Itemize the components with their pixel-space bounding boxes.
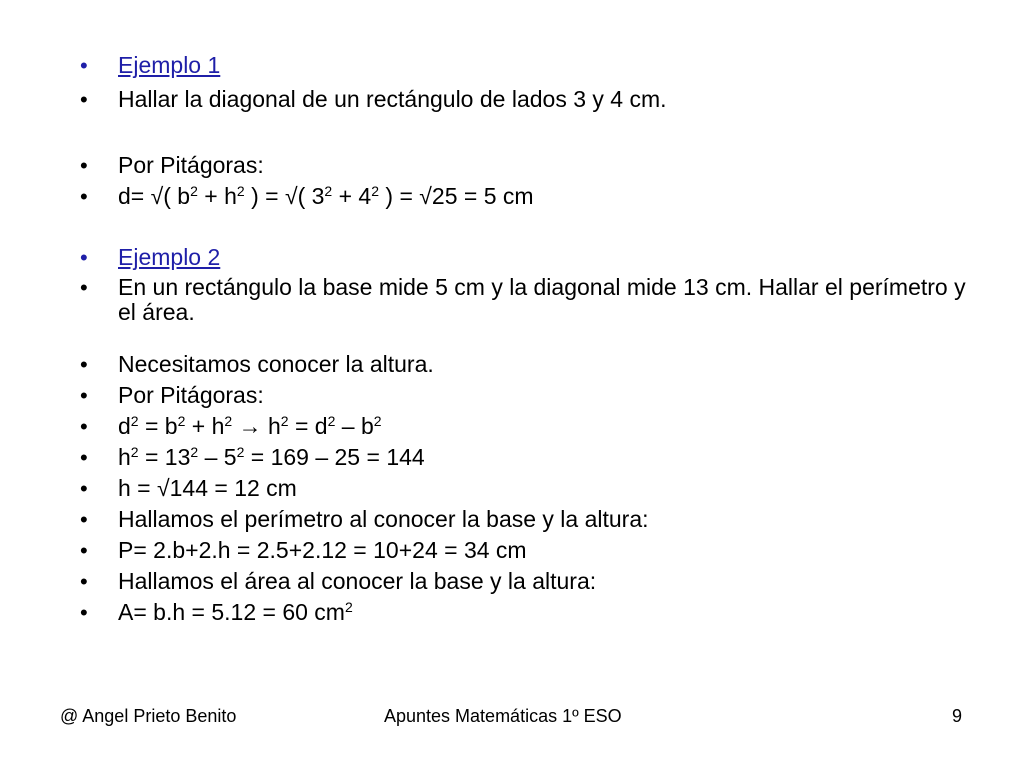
- example1-heading: Ejemplo 1: [118, 52, 221, 78]
- footer-page-number: 9: [952, 706, 963, 726]
- example2-area: A= b.h = 5.12 = 60 $cm^2$: [118, 599, 353, 625]
- example2-heading-item: [78, 244, 978, 271]
- footer-course: Apuntes Matemáticas 1º ESO: [384, 706, 622, 726]
- example2-perimeter: P= 2.b+2.h = 2.5+2.12 = 10+24 = 34 cm: [118, 537, 527, 563]
- bullet-dot: •: [80, 87, 88, 112]
- bullet-dot: •: [80, 184, 88, 209]
- bullet-dot: •: [80, 53, 88, 78]
- footer-author: @ Angel Prieto Benito: [60, 706, 237, 726]
- bullet-dot: •: [80, 445, 88, 470]
- bullet-dot: •: [80, 352, 88, 377]
- example2-h-value: h = √144 = 12 cm: [118, 475, 297, 501]
- example1-pythagoras-item: [78, 152, 978, 179]
- example2-area-intro-item: [78, 568, 978, 595]
- example2-relation-item: [78, 413, 978, 440]
- bullet-dot: •: [80, 153, 88, 178]
- example2-statement-item: [78, 275, 978, 325]
- example2-pythagoras-item: [78, 382, 978, 409]
- example2-h-squared-item: [78, 444, 978, 471]
- example2-need-height: Necesitamos conocer la altura.: [118, 351, 434, 377]
- example1-formula-item: [78, 183, 978, 210]
- example2-relation: $d^2 = b^2 + h^2 \to h^2 = d^2 - b^2$: [118, 413, 382, 439]
- bullet-dot: •: [80, 600, 88, 625]
- example1-formula: d= √( $b^2 + h^2$ ) = √( $3^2 + 4^2$ ) = √25 = 5 cm: [118, 183, 534, 209]
- example2-heading: Ejemplo 2: [118, 244, 221, 270]
- bullet-dot: •: [80, 476, 88, 501]
- bullet-dot: •: [80, 569, 88, 594]
- example1-statement-item: [78, 86, 978, 113]
- example2-pythagoras: Por Pitágoras:: [118, 382, 264, 408]
- example2-perimeter-item: [78, 537, 978, 564]
- bullet-dot: •: [80, 383, 88, 408]
- bullet-dot: •: [80, 414, 88, 439]
- example2-need-height-item: [78, 351, 978, 378]
- footer: [0, 706, 1024, 730]
- example2-area-intro: Hallamos el área al conocer la base y la altura:: [118, 568, 597, 594]
- bullet-list: [78, 52, 978, 626]
- bullet-dot: •: [80, 538, 88, 563]
- bullet-dot: •: [80, 275, 88, 300]
- example1-heading-item: [78, 52, 978, 79]
- example2-statement: En un rectángulo la base mide 5 cm y la diagonal mide 13 cm. Hallar el perímetro y el área.: [118, 274, 966, 325]
- example2-h-squared: $h^2 = 13^2 - 5^2 = 169 - 25 = 144$: [118, 444, 425, 470]
- example2-perimeter-intro: Hallamos el perímetro al conocer la base y la altura:: [118, 506, 649, 532]
- example1-statement: Hallar la diagonal de un rectángulo de lados 3 y 4 cm.: [118, 86, 667, 112]
- bullet-dot: •: [80, 245, 88, 270]
- example1-pythagoras: Por Pitágoras:: [118, 152, 264, 178]
- example2-perimeter-intro-item: [78, 506, 978, 533]
- example2-h-value-item: [78, 475, 978, 502]
- example2-area-item: [78, 599, 978, 626]
- bullet-dot: •: [80, 507, 88, 532]
